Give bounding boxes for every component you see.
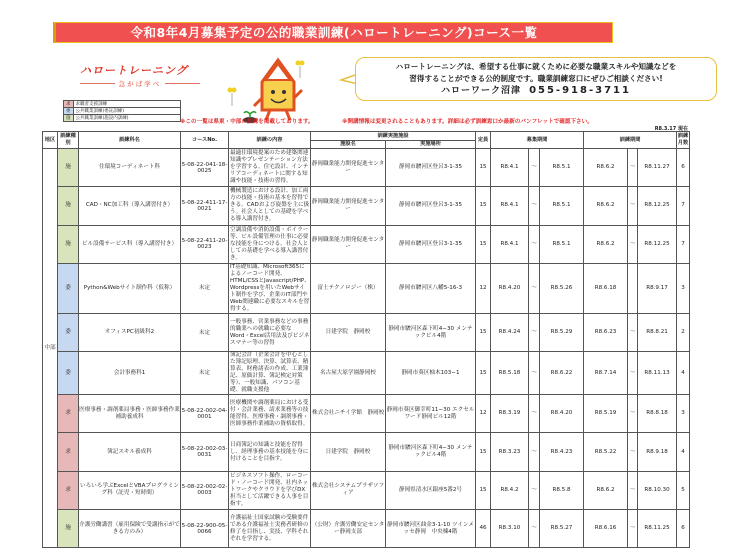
facility-location: 静岡市駿河区八幡5-16-3	[386, 263, 476, 313]
training-type-badge: 施	[58, 149, 79, 187]
table-row	[43, 225, 690, 263]
training-start: R8.6.2	[584, 187, 628, 225]
coverage-note: ※この一覧は県東・中部の訓練を掲載しております。	[180, 119, 314, 125]
training-type-badge: 施	[58, 187, 79, 225]
training-start: R8.7.14	[584, 352, 628, 395]
course-name[interactable]: いろいろ学ぶExcelとVBAプログラミング科（託児・短時間）	[79, 471, 181, 509]
training-type-badge: 求	[58, 471, 79, 509]
flower-icon	[296, 61, 305, 79]
course-name[interactable]: 会計事務科1	[79, 352, 181, 395]
facility-name: （公財）介護労働安定センター静岡支部	[311, 510, 386, 548]
recruit-start: R8.3.19	[491, 395, 529, 433]
recruit-tilde: ～	[529, 225, 540, 263]
recruit-tilde: ～	[529, 471, 540, 509]
training-months: 6	[677, 149, 690, 187]
recruit-start: R8.4.1	[491, 225, 529, 263]
course-content: IT基礎知識、Microsoft365によるノーコード開発、HTML/CSSとJavascript/PHP、Wordpressを用いたWebサイト制作を学び、企業のIT部門やWeb関連職に必要なスキルを習得する。	[230, 263, 310, 312]
training-start: R8.6.18	[584, 263, 628, 313]
logo-main-text: ハロートレーニング	[80, 64, 188, 77]
header-area: 地区	[43, 132, 58, 149]
recruit-end: R8.4.23	[540, 433, 584, 471]
recruit-start: R8.3.23	[491, 433, 529, 471]
course-content: 日商簿記の知識と技能を習得し、経理事務の基本技能を身に付けることを目指す。	[229, 433, 311, 471]
training-tilde	[628, 263, 638, 313]
header-location: 実施場所	[386, 141, 476, 149]
course-name[interactable]: Python&Webサイト制作科（仮称）	[79, 263, 181, 313]
header-type: 訓練種別	[58, 132, 79, 149]
training-type-badge: 委	[58, 352, 79, 395]
capacity: 15	[476, 352, 491, 395]
training-end: R8.11.27	[638, 149, 677, 187]
course-number: 5-08-22-411-17-0021	[181, 187, 229, 225]
info-speech-bubble	[355, 57, 717, 101]
training-months: 4	[677, 433, 690, 471]
training-end: R8.11.25	[638, 510, 677, 548]
course-number: 5-08-22-411-20-0023	[181, 225, 229, 263]
training-end: R8.10.30	[638, 471, 677, 509]
phone-number[interactable]: 055-918-3711	[529, 85, 631, 96]
course-content: ビジネスソフト操作、ローコード・ノーコード開発、社内ネットワークやクラウドを学びDX担当として活躍できる人事を目指す。	[229, 471, 311, 509]
recruit-end: R8.5.1	[540, 149, 584, 187]
training-type-badge: 委	[58, 313, 79, 351]
course-name[interactable]: CAD・NC加工科（導入講習付き）	[79, 187, 181, 225]
training-tilde: ～	[628, 433, 638, 471]
recruit-tilde: ～	[529, 263, 540, 313]
legend-label: 公共職業訓練(施設内訓練)	[73, 115, 180, 122]
header-name: 訓練科名	[79, 132, 181, 149]
facility-name: 日建学院 静岡校	[311, 313, 386, 351]
recruit-end: R8.5.29	[540, 313, 584, 351]
recruit-start: R8.4.24	[491, 313, 529, 351]
table-header-row	[43, 132, 690, 141]
area-cell: 中部	[43, 149, 58, 548]
capacity: 15	[476, 313, 491, 351]
table-row	[43, 313, 690, 351]
table-row	[43, 471, 690, 509]
table-row	[43, 352, 690, 395]
course-number: 5-08-22-041-18-0025	[181, 149, 229, 187]
training-tilde: ～	[628, 352, 638, 395]
hello-training-logo	[80, 62, 200, 88]
header-facility-name: 施設名	[311, 141, 386, 149]
recruit-tilde: ～	[529, 433, 540, 471]
training-end: R8.8.18	[638, 395, 677, 433]
course-content: 簿記会計（企業会計を中心とした簿記原理、決算、試算表、精算表、財務諸表の作成、工業簿記、原価計算、簿記検定対策等）、一般知識、パソコン基礎、就職支援他	[229, 352, 311, 395]
facility-location: 静岡県清水区銀座5番2号	[386, 471, 476, 509]
training-tilde: ～	[628, 225, 638, 263]
training-start: R8.5.19	[584, 395, 628, 433]
capacity: 15	[476, 149, 491, 187]
recruit-end: R8.6.22	[540, 352, 584, 395]
recruit-end: R8.5.1	[540, 187, 584, 225]
legend-label: 求職者支援訓練	[73, 101, 180, 108]
office-name: ハローワーク沼津	[441, 86, 522, 96]
training-tilde: ～	[628, 510, 638, 548]
bubble-line-2: 習得することができる公的制度です。職業訓練窓口にぜひご相談ください!	[409, 74, 663, 83]
recruit-start: R8.4.1	[491, 149, 529, 187]
legend-row	[64, 115, 181, 122]
training-end: R8.12.25	[638, 187, 677, 225]
recruit-end: R8.5.1	[540, 225, 584, 263]
logo-tagline: 急がば学べ	[118, 80, 162, 88]
course-number: 5-08-22-900-05-0066	[181, 510, 229, 548]
recruit-tilde: ～	[529, 352, 540, 395]
legend-row	[64, 101, 181, 108]
facility-name: 静岡職業能力開発促進センター	[311, 225, 386, 263]
recruit-tilde: ～	[529, 149, 540, 187]
facility-location: 静岡市駿河区登呂3-1-35	[386, 225, 476, 263]
facility-location: 静岡市駿河区登呂3-1-35	[386, 187, 476, 225]
training-months: 7	[677, 187, 690, 225]
course-content: 医療機関や調剤薬局における受付・会計業務、請求業務等の技能習得。医療事務・調剤事務・医師事務作業補助の資格取得。	[229, 395, 311, 433]
table-row	[43, 149, 690, 187]
legend-key: 求	[64, 101, 74, 108]
recruit-end: R8.4.20	[540, 395, 584, 433]
page-title: 令和8年4月募集予定の公的職業訓練(ハロートレーニング)コース一覧	[53, 22, 613, 43]
table-row	[43, 187, 690, 225]
flower-icon	[228, 88, 237, 107]
table-row	[43, 395, 690, 433]
facility-location: 静岡市葵区御幸町11−30 エクセルワード静岡ビル12階	[386, 395, 476, 433]
facility-location: 静岡市駿河区登呂3-1-35	[386, 149, 476, 187]
recruit-start: R8.5.18	[491, 352, 529, 395]
course-content: 介護福祉士国家試験の受験要件である介護福祉士実務者研修の修了を目指し、実技、学科それぞれを学習する。	[229, 510, 311, 548]
training-tilde: ～	[628, 313, 638, 351]
training-months: 3	[677, 263, 690, 313]
training-start: R8.6.2	[584, 471, 628, 509]
table-row	[43, 263, 690, 313]
recruit-start: R8.3.10	[491, 510, 529, 548]
recruit-start: R8.4.1	[491, 187, 529, 225]
facility-name: 名古屋大原学園静岡校	[311, 352, 386, 395]
capacity: 15	[476, 433, 491, 471]
facility-location: 静岡市駿河区森下町4−30 メンテックビル4階	[386, 313, 476, 351]
recruit-tilde: ～	[529, 313, 540, 351]
training-start: R8.6.23	[584, 313, 628, 351]
legend-key: 施	[64, 115, 74, 122]
training-type-badge: 施	[58, 510, 79, 548]
training-type-badge: 委	[58, 263, 79, 313]
training-months: 7	[677, 225, 690, 263]
course-name[interactable]: 介護労働講習（雇用保険で受講指示ができる方のみ）	[79, 510, 181, 548]
bubble-line-1: ハロートレーニングは、希望する仕事に就くために必要な職業スキルや知識などを	[395, 62, 677, 71]
course-name[interactable]: 医療事務・調剤薬局事務・医師事務作業補助養成科	[79, 395, 181, 433]
course-name[interactable]: オフィスPC初級科2	[79, 313, 181, 351]
training-end: R8.11.13	[638, 352, 677, 395]
training-months: 2	[677, 313, 690, 351]
training-start: R8.6.2	[584, 225, 628, 263]
course-name[interactable]: 住環境コーディネート科	[79, 149, 181, 187]
facility-name: 静岡職業能力開発促進センター	[311, 149, 386, 187]
recruit-end: R8.5.26	[540, 263, 584, 313]
training-tilde: ～	[628, 149, 638, 187]
capacity: 15	[476, 471, 491, 509]
facility-name: 株式会社システムプラザソフィア	[311, 471, 386, 509]
training-months: 4	[677, 352, 690, 395]
course-name[interactable]: ビル設備サービス科（導入講習付き）	[79, 225, 181, 263]
training-start: R8.5.22	[584, 433, 628, 471]
training-tilde: ～	[628, 187, 638, 225]
course-number: 5-08-22-002-03-0031	[181, 433, 229, 471]
logo-sub-text	[80, 79, 200, 88]
training-end: R8.12.25	[638, 225, 677, 263]
training-end: R8.8.21	[638, 313, 677, 351]
capacity: 15	[476, 225, 491, 263]
training-months: 6	[677, 510, 690, 548]
training-months: 5	[677, 471, 690, 509]
change-warning-note: ※開講情報は変更されることもあります。詳細は必ず訓練窓口か最新のパンフレットで確認下さい。	[342, 119, 593, 125]
training-type-badge: 施	[58, 225, 79, 263]
facility-name: 静岡職業能力開発促進センター	[311, 187, 386, 225]
training-tilde: ～	[628, 395, 638, 433]
training-end: R8.9.17	[638, 263, 677, 313]
course-content: 最適住環境提案のため建築関連知識やプレゼンテーション方法を学習する。住宅設計、インテリアコーディネートに関する知識や技能・技術の習得。	[229, 149, 311, 187]
facility-location: 静岡市駿河区曲金3-1-10 ツインメッセ静岡 中央棟4階	[386, 510, 476, 548]
header-course-no: コースNo.	[181, 132, 229, 149]
recruit-start: R8.4.20	[491, 263, 529, 313]
training-start: R8.6.2	[584, 149, 628, 187]
recruit-tilde: ～	[529, 510, 540, 548]
course-number: 5-08-22-002-04-0001	[181, 395, 229, 433]
recruit-tilde: ～	[529, 395, 540, 433]
training-type-badge: 求	[58, 433, 79, 471]
facility-name: 株式会社ニチイ学館 静岡校	[311, 395, 386, 433]
course-content: 一般事務、営業事務などの事務的職業への就職に必要なWord・Excel活用法及びビジネスマナー等の習得	[229, 313, 311, 351]
training-end: R8.9.18	[638, 433, 677, 471]
capacity: 12	[476, 263, 491, 313]
capacity: 46	[476, 510, 491, 548]
contact-line	[356, 85, 716, 97]
course-number: 5-08-22-002-02-0003	[181, 471, 229, 509]
table-row	[43, 433, 690, 471]
legend-row	[64, 108, 181, 115]
table-row	[43, 510, 690, 548]
facility-name: 富士テクノロジー（株）	[311, 263, 386, 313]
training-months: 3	[677, 395, 690, 433]
mascot-illustration	[210, 58, 310, 124]
capacity: 15	[476, 187, 491, 225]
header-content: 訓練の内容	[229, 132, 311, 149]
course-table	[42, 131, 690, 548]
training-type-badge: 求	[58, 395, 79, 433]
facility-location: 静岡市駿河区森下町4−30 メンテックビル4階	[386, 433, 476, 471]
legend-label: 公共職業訓練(委託訓練)	[73, 108, 180, 115]
as-of-date: R8.3.17 現在	[654, 126, 688, 132]
course-content: 空調設備や消防設備・ボイラー等、ビル設備管理の仕事に必要な技能を身につける。社会人としての基礎を学べる導入講習付き。	[229, 225, 311, 263]
header-facility-group: 訓練実施施設	[311, 132, 476, 141]
course-number: 未定	[181, 352, 229, 395]
recruit-tilde: ～	[529, 187, 540, 225]
recruit-start: R8.4.2	[491, 471, 529, 509]
header-training-period: 訓練期間	[584, 132, 677, 149]
capacity: 12	[476, 395, 491, 433]
course-name[interactable]: 簿記スキル養成科	[79, 433, 181, 471]
training-start: R8.6.16	[584, 510, 628, 548]
facility-name: 日建学院 静岡校	[311, 433, 386, 471]
course-table-body	[43, 149, 690, 548]
course-number: 未定	[181, 263, 229, 313]
course-number: 未定	[181, 313, 229, 351]
recruit-end: R8.5.8	[540, 471, 584, 509]
header-recruit-period: 募集期間	[491, 132, 584, 149]
training-tilde: ～	[628, 471, 638, 509]
legend-key: 委	[64, 108, 74, 115]
course-content: 機械製造における設計、加工両方の技能・技術の基本を習得できる。CADおよび旋盤を主に扱う。社会人としての基礎を学べる導入講習付き。	[229, 187, 311, 225]
header-capacity: 定員	[476, 132, 491, 149]
facility-location: 静岡市葵区柚木103−1	[386, 352, 476, 395]
header-months: 訓練月数	[677, 132, 690, 149]
type-legend	[63, 100, 181, 122]
pencil-character-icon	[254, 60, 302, 120]
recruit-end: R8.5.27	[540, 510, 584, 548]
